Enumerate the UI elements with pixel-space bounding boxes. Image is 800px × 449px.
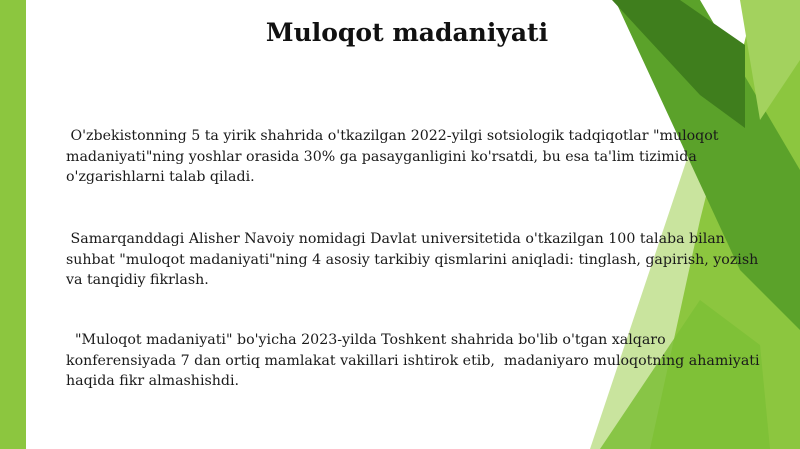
slide-title: Muloqot madaniyati bbox=[265, 18, 549, 47]
paragraph-2: Samarqanddagi Alisher Navoiy nomidagi Davlat universitetida o'tkazilgan 100 talaba bilan suhbat "muloqot madaniyati"ning 4 asosiy tarkibiy qismlarini aniqladi: tinglash, gapirish, yozish va tanqidiy fikrlash. bbox=[66, 231, 763, 288]
paragraph-3: "Muloqot madaniyati" bo'yicha 2023-yilda Toshkent shahrida bo'lib o'tgan xalqaro konferensiyada 7 dan ortiq mamlakat vakillari ishtirok etib, madaniyaro muloqotning ahamiyati haqida fikr almashishdi. bbox=[66, 332, 765, 389]
paragraph-1: O'zbekistonning 5 ta yirik shahrida o'tkazilgan 2022-yilgi sotsiologik tadqiqotlar "muloqot madaniyati"ning yoshlar orasida 30% ga pasayganligini ko'rsatdi, bu esa ta'lim tizimida o'zgarishlarni talab qiladi. bbox=[66, 128, 724, 185]
left-green-bar bbox=[0, 0, 26, 449]
